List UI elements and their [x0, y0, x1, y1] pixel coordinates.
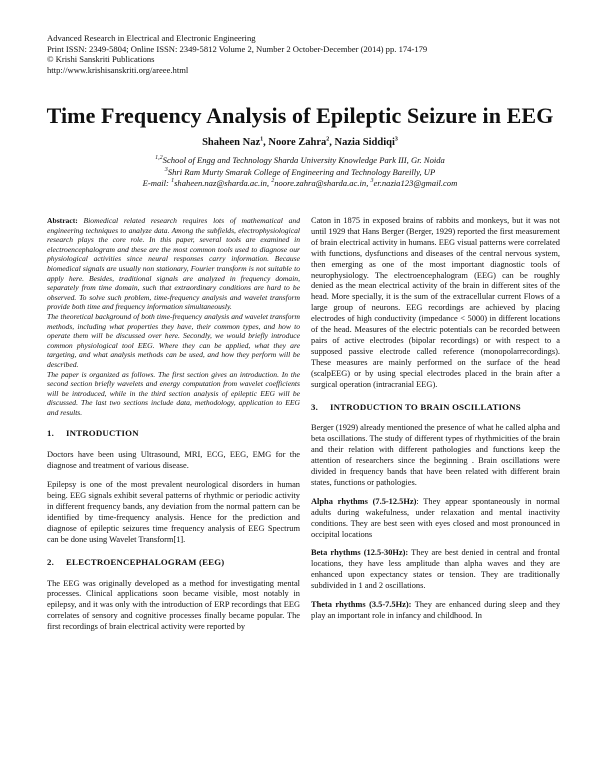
email-label: E-mail: [142, 178, 172, 188]
affiliation-sup: 1,2 [155, 155, 163, 162]
body-paragraph: The EEG was originally developed as a method for investigating mental processes. Clinical applications soon became visible, most notably in epilepsy, and it was only with the introduction of ERP recordings that EEG correlates of sensory and cognitive processes finally became popular. The first recordings of brain electrical activity were reported by [47, 578, 300, 632]
issn-line: Print ISSN: 2349-5804; Online ISSN: 2349-5812 Volume 2, Number 2 October-December (2014) pp. 174-179 [47, 43, 428, 54]
subheading-label: Beta rhythms (12.5-30Hz): [311, 548, 409, 558]
paper-title: Time Frequency Analysis of Epileptic Seizure in EEG [46, 103, 554, 128]
author-sup: 3 [394, 136, 398, 143]
abstract-label: Abstract: [47, 216, 84, 225]
email-link[interactable]: noore.zahra@sharda.ac.in, [274, 178, 371, 188]
right-column [311, 216, 560, 630]
subheading-label: Theta rhythms (3.5-7.5Hz): [311, 600, 412, 610]
author-sup: 1 [260, 136, 264, 143]
author-name: Shaheen Naz [202, 137, 261, 148]
abstract [47, 216, 300, 417]
abstract-paragraph [47, 216, 300, 312]
body-text: : They appear spontaneously in normal adults during wakefulness, under relaxation and mental inactivity conditions. They are best seen with eyes closed and most pronounced in occipital locations [311, 496, 560, 539]
left-column [47, 216, 300, 641]
body-paragraph: Epilepsy is one of the most prevalent neurological disorders in human being. EEG signals exhibit several patterns of rhythmic or periodic activity in different frequency bands, any deviation from the normal pattern can be identified by time-frequency analysis. Hence for the prediction and diagnose of epileptic seizures time frequency analysis of EEG Spectrum can be done using Wavelet Transform[1]. [47, 480, 300, 544]
body-text: They are enhanced during sleep and they play an important role in infancy and childhood. In [311, 600, 561, 620]
email-line [0, 178, 600, 190]
copyright-line: © Krishi Sanskriti Publications [47, 54, 155, 64]
email-sup: 2 [271, 178, 275, 185]
affiliation-text: School of Engg and Technology Sharda University Knowledge Park III, Gr. Noida [162, 155, 445, 165]
body-text: They are best denied in central and frontal locations, they have less amplitude than alpha waves and they are enhanced upon expectancy states or tension. They are traditionally subdivided in 1 and 2 oscillations. [311, 548, 560, 591]
email-sup: 3 [370, 178, 374, 185]
affiliation-sup: 3 [164, 166, 168, 173]
email-link[interactable]: er.nazia123@gmail.com [373, 178, 458, 188]
author-list: Shaheen Naz$^1$, Noore Zahra$^2$, Nazia Siddiqi$^3$ [202, 136, 398, 148]
journal-header [47, 33, 427, 75]
author-sup: 2 [326, 136, 330, 143]
email-link[interactable]: shaheen.naz@sharda.ac.in, [174, 178, 272, 188]
beta-rhythms-paragraph [311, 548, 560, 592]
body-paragraph: Doctors have been using Ultrasound, MRI, ECG, EEG, EMG for the diagnose and treatment of various disease. [47, 450, 300, 471]
affiliation-1 [0, 155, 600, 167]
abstract-text: Biomedical related research requires lots of mathematical and engineering techniques to analyze data. Among the subfields, electrophysiological research plays the core role. In this paper, several tools are examined in electroencephalogram and these are the most common tools used to diagnose our physiological activities since neural responses carry information. Because biomedical signals are usually non stationary, Fourier transform is not suitable to apply here. Besides, traditional signals are analyzed in frequency domain, separately from time domain, such that extraordinary conditions are hard to be observed. To solve such problem, time-frequency analysis and wavelet transform provide both time and frequency information simultaneously. [47, 216, 300, 312]
subheading-label: Alpha rhythms (7.5-12.5Hz) [311, 496, 417, 506]
body-paragraph: Berger (1929) already mentioned the presence of what he called alpha and beta oscillations. The study of different types of rhythmicities of the brain and their relation with different pathologies and functions keep the attention of researchers since the beginning . Brain oscillations were divided in frequency bands that have been related with different brain states, functions or pathologies. [311, 423, 560, 487]
affiliations [0, 155, 600, 190]
section-heading-brain-oscillations: 3. INTRODUCTION TO BRAIN OSCILLATIONS [311, 401, 521, 412]
body-paragraph: Caton in 1875 in exposed brains of rabbits and monkeys, but it was not until 1929 that Hans Berger (Berger, 1929) reported the first measurement of brain electrical activity in humans. EEG visual patterns were correlated with functions, dysfunctions and diseases of the central nervous system, then emerging as one of the most important diagnostic tools of neurophysiology. The electroencephalogram (EEG) can be roughly denied as the mean electrical activity of the brain in different sites of the head. More specially, it is the sum of the extracellular current Flows of a large group of neurons. EEG recordings are achieved by placing electrodes of high conductivity (impedance < 5000) in different locations of the head. Measures of the electric potentials can be recorded between pairs of active electrodes (bipolar recordings) or with respect to a supposed passive electrode called reference (monopolarrecordings). These measures are mainly performed on the surface of the head (scalpEEG) or by using special electrodes placed in the brain after a surgical operation (intracranial EEG). [311, 216, 560, 389]
theta-rhythms-paragraph [311, 600, 560, 622]
author-name: Nazia Siddiqi [334, 137, 395, 148]
section-heading-eeg: 2. ELECTROENCEPHALOGRAM (EEG) [47, 556, 225, 567]
journal-url[interactable]: http://www.krishisanskriti.org/areee.html [47, 64, 189, 75]
section-heading-introduction: 1. INTRODUCTION [47, 428, 139, 439]
abstract-paragraph: The theoretical background of both time-frequency analysis and wavelet transform methods, including what properties they have, their common types, and how to operate them will be discussed over here. Secondly, we would briefly introduce common physiological tool EEG. Where they can be applied, what they are targeting, and what analysis methods can be used, and how they perform will be described. [47, 311, 300, 369]
affiliation-2 [0, 167, 600, 179]
author-name: Noore Zahra [268, 137, 327, 148]
journal-name: Advanced Research in Electrical and Electronic Engineering [47, 33, 256, 43]
email-sup: 1 [171, 178, 175, 185]
affiliation-text: Shri Ram Murty Smarak College of Engineering and Technology Bareilly, UP [167, 166, 436, 177]
abstract-paragraph: The paper is organized as follows. The first section gives an introduction. In the second section briefly wavelets and energy computation from wavelet coefficients will be introduced, while in the third section analysis of epileptic EEG will be discussed. The last two sections include data, methodology, application to EEG and results. [47, 369, 300, 417]
alpha-rhythms-paragraph [311, 497, 560, 541]
